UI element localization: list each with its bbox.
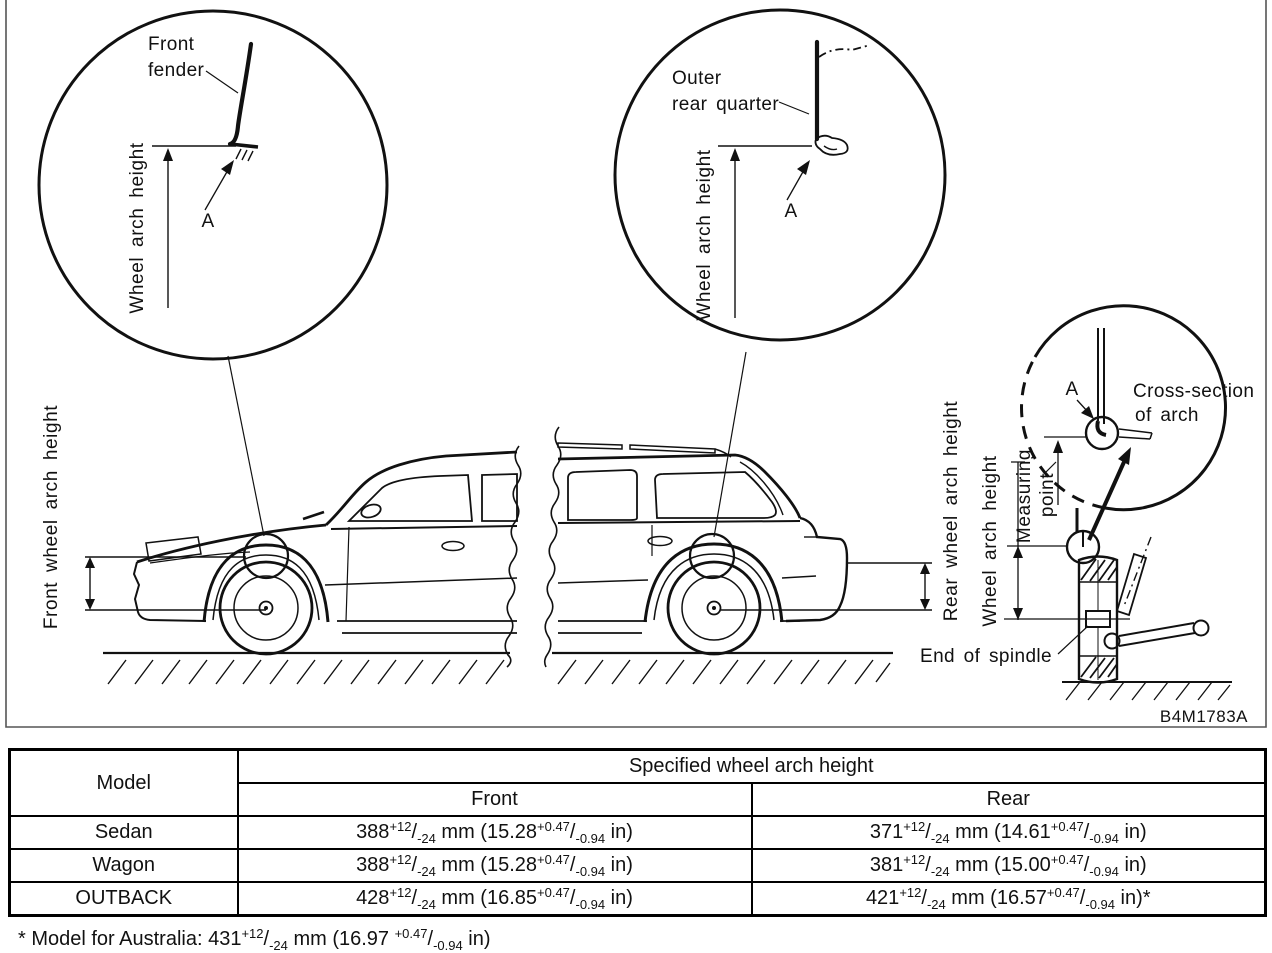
front-arch-target-circle [244, 534, 288, 578]
arrow-down-icon [85, 599, 95, 610]
rear-header-cell: Rear [752, 783, 1266, 816]
rear-quarter-label-line2: rear quarter [672, 94, 780, 115]
figure-border [6, 0, 1266, 727]
front-magnifier-connector [228, 356, 264, 536]
arrow-up-icon [163, 148, 173, 161]
arrow-up-icon [1053, 440, 1063, 453]
wheel-arch-height-table [8, 748, 1267, 917]
arrow-up-right-icon [1118, 447, 1131, 465]
front-fender-label-line1: Front [148, 34, 195, 55]
front-header-cell: Front [238, 783, 752, 816]
arrow-up-right-icon [221, 160, 234, 175]
measuring-point-label-line1: Measuring [1014, 448, 1035, 544]
footnote-value: $431^{+12}/_{-24}$ mm (16.97 $^{+0.47}/_{-0.94}$ in) [208, 926, 491, 953]
footnote-prefix: * Model for Australia: [18, 928, 209, 950]
spec-table-section [0, 740, 1272, 953]
front-wheel [85, 534, 312, 654]
spindle-wheel-arch-height-label: Wheel arch height [980, 455, 1001, 627]
cross-section-label-line2: of arch [1135, 405, 1199, 426]
cross-section-point-a: A [1065, 379, 1079, 400]
front-fender-magnifier [39, 11, 387, 359]
front-magnifier-dimension-label: Wheel arch height [127, 142, 148, 314]
front-spec-cell: $388^{+12}/_{-24}$ mm ($15.28^{+0.47}/_{-0.94}$ in) [238, 816, 752, 849]
front-magnifier-point-a: A [201, 211, 215, 232]
rear-quarter-label-line1: Outer [672, 68, 722, 89]
model-cell: OUTBACK [10, 882, 238, 916]
rear-spec-cell: $381^{+12}/_{-24}$ mm ($15.00^{+0.47}/_{-0.94}$ in) [752, 849, 1266, 882]
table-row [10, 816, 1266, 849]
arrow-up-icon [920, 563, 930, 574]
arrow-up-icon [85, 557, 95, 568]
arrow-down-right-icon [1081, 406, 1094, 419]
car-rear-half [545, 427, 847, 667]
arrow-up-icon [1013, 546, 1023, 558]
rear-spec-cell: $421^{+12}/_{-24}$ mm ($16.57^{+0.47}/_{-0.94}$ in)* [752, 882, 1266, 916]
model-cell: Sedan [10, 816, 238, 849]
arrow-down-icon [920, 599, 930, 610]
rear-wheel-arch-height-label: Rear wheel arch height [941, 400, 962, 622]
rear-spec-cell: $371^{+12}/_{-24}$ mm ($14.61^{+0.47}/_{-0.94}$ in) [752, 816, 1266, 849]
rear-wheel [668, 534, 932, 654]
rear-magnifier-dimension-label: Wheel arch height [694, 149, 715, 321]
rear-dimension [847, 563, 932, 610]
arrow-up-right-icon [797, 160, 810, 175]
end-of-spindle-label: End of spindle [920, 646, 1053, 667]
measuring-point-label-line2: point [1037, 472, 1058, 518]
rear-quarter-magnifier [615, 10, 945, 340]
rear-magnifier-point-a: A [784, 201, 798, 222]
table-row [10, 882, 1266, 916]
ground [103, 653, 893, 684]
figure-code: B4M1783A [1159, 707, 1248, 726]
front-fender-label-line2: fender [148, 60, 205, 81]
spec-header-cell: Specified wheel arch height [238, 750, 1266, 784]
arrow-down-icon [1013, 608, 1023, 620]
model-cell: Wagon [10, 849, 238, 882]
rear-magnifier-connector [714, 352, 746, 537]
front-wheel-arch-height-label: Front wheel arch height [41, 404, 62, 630]
arrow-up-icon [730, 148, 740, 161]
table-row [10, 849, 1266, 882]
model-header-cell: Model [10, 750, 238, 817]
australia-footnote [18, 926, 1264, 953]
cross-section-label-line1: Cross-section [1133, 381, 1255, 402]
front-spec-cell: $388^{+12}/_{-24}$ mm ($15.28^{+0.47}/_{-0.94}$ in) [238, 849, 752, 882]
front-spec-cell: $428^{+12}/_{-24}$ mm ($16.85^{+0.47}/_{-0.94}$ in) [238, 882, 752, 916]
